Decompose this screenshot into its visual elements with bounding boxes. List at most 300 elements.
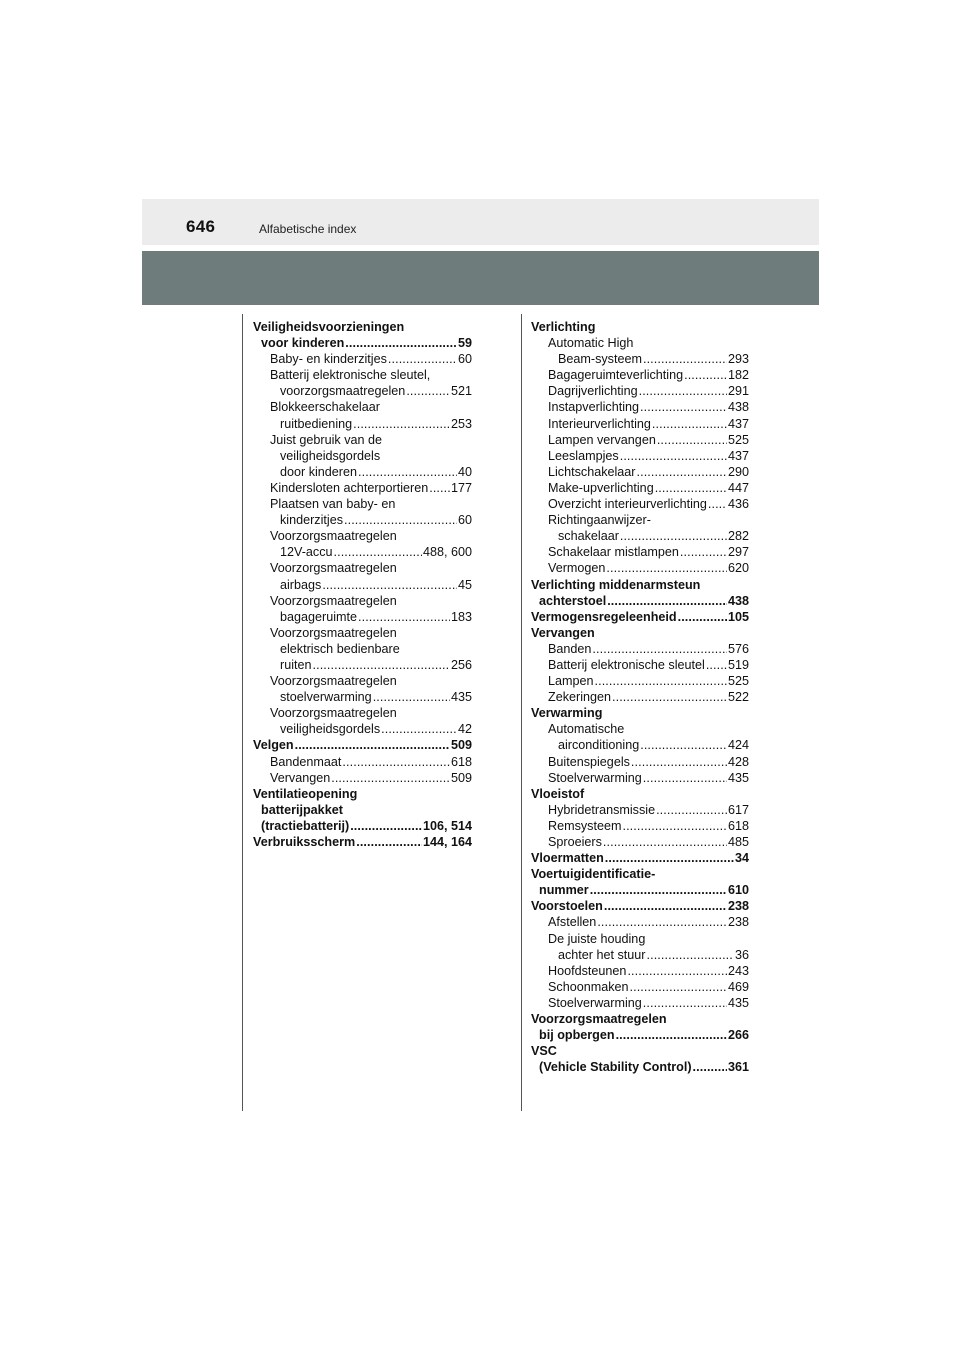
dot-leader — [388, 351, 457, 367]
index-subentry — [531, 979, 749, 995]
index-subentry — [253, 351, 472, 367]
index-entry — [253, 737, 472, 753]
index-term: veiligheidsgordels — [280, 722, 381, 737]
dot-leader — [356, 834, 422, 850]
index-term: Baby- en kinderzitjes — [270, 352, 387, 367]
index-term: Banden — [548, 641, 592, 656]
index-subentry — [531, 480, 749, 496]
index-subentry — [253, 593, 472, 625]
index-subentry — [531, 802, 749, 818]
index-entry-line — [548, 657, 749, 673]
index-subentry — [531, 399, 749, 415]
dot-leader — [647, 947, 734, 963]
page-reference: 293 — [727, 352, 749, 367]
index-entry-line — [270, 351, 472, 367]
index-entry — [531, 866, 749, 898]
index-term: Bagageruimteverlichting — [548, 368, 684, 383]
dot-leader — [708, 496, 727, 512]
index-entry-line — [548, 963, 749, 979]
index-term: veiligheidsgordels — [280, 448, 381, 463]
index-subentry — [253, 625, 472, 673]
index-term: Voorzorgsmaatregelen — [270, 561, 397, 576]
index-entry — [253, 786, 472, 834]
index-term: (Vehicle Stability Control) — [539, 1060, 692, 1075]
page-reference: 424 — [727, 738, 749, 753]
index-entry-line — [548, 818, 749, 834]
index-subentry — [531, 673, 749, 689]
index-term: Voorstoelen — [531, 899, 603, 914]
index-term: bij opbergen — [539, 1028, 615, 1043]
index-term: door kinderen — [280, 464, 358, 479]
index-entry-line — [270, 609, 472, 625]
dot-leader — [639, 383, 727, 399]
section-title: Alfabetische index — [259, 222, 357, 236]
index-entry-line — [548, 995, 749, 1011]
index-entry-line — [531, 882, 749, 898]
index-entry-line — [548, 448, 749, 464]
dot-leader — [607, 593, 727, 609]
index-entry-line — [548, 770, 749, 786]
dot-leader — [678, 609, 727, 625]
index-entry-line — [270, 464, 472, 480]
page-reference: 144, 164 — [422, 835, 472, 849]
index-term: (tractiebatterij) — [261, 818, 350, 833]
index-subentry — [531, 914, 749, 930]
index-entry-line — [270, 416, 472, 432]
page-reference: 106, 514 — [422, 818, 472, 833]
index-subentry — [253, 754, 472, 770]
dot-leader — [643, 351, 727, 367]
index-entry-line — [270, 754, 472, 770]
page-reference: 59 — [457, 336, 472, 351]
index-entry-line — [253, 818, 472, 834]
index-entry — [531, 1043, 749, 1075]
index-term: schakelaar — [558, 529, 619, 544]
index-term: Verbruiksscherm — [253, 835, 356, 849]
index-entry — [531, 625, 749, 641]
page-reference: 291 — [727, 384, 749, 399]
page-reference: 60 — [457, 352, 472, 367]
dot-leader — [630, 979, 727, 995]
index-term: Voorzorgsmaatregelen — [270, 593, 397, 608]
index-term: Vermogensregeleenheid — [531, 609, 677, 624]
index-entry-line — [548, 689, 749, 705]
index-term: Lichtschakelaar — [548, 464, 636, 479]
index-term: Verlichting — [531, 320, 596, 334]
index-subentry — [531, 689, 749, 705]
index-term: Juist gebruik van de — [270, 432, 383, 447]
index-entry-line — [548, 673, 749, 689]
index-term: Stoelverwarming — [548, 995, 642, 1010]
page-reference: 488, 600 — [422, 545, 472, 560]
page-reference: 45 — [457, 577, 472, 592]
index-entry-line — [531, 1027, 749, 1043]
page-reference: 34 — [734, 851, 749, 866]
index-entry-line — [548, 834, 749, 850]
dot-leader — [331, 770, 450, 786]
index-subentry — [531, 464, 749, 480]
page-reference: 610 — [727, 883, 749, 898]
index-term: Verwarming — [531, 706, 603, 721]
page-reference: 42 — [457, 722, 472, 737]
index-term: Overzicht interieurverlichting — [548, 497, 707, 512]
dot-leader — [345, 335, 457, 351]
dot-leader — [620, 528, 727, 544]
index-subentry — [531, 560, 749, 576]
page-reference: 60 — [457, 513, 472, 528]
page-reference: 435 — [450, 690, 472, 705]
page-reference: 435 — [727, 770, 749, 785]
index-entry — [531, 319, 749, 335]
index-entry — [531, 577, 749, 609]
page-reference: 485 — [727, 835, 749, 849]
index-entry-line — [548, 496, 749, 512]
index-entry-line — [548, 464, 749, 480]
index-term: Bandenmaat — [270, 754, 342, 769]
index-term: Afstellen — [548, 915, 597, 930]
page-reference: 238 — [727, 915, 749, 930]
index-term: nummer — [539, 883, 589, 898]
dot-leader — [680, 544, 727, 560]
page-reference: 447 — [727, 480, 749, 495]
index-entry-line — [531, 1059, 749, 1075]
index-term: Batterij elektronische sleutel — [548, 657, 705, 672]
page-reference: 620 — [727, 561, 749, 576]
index-term: Leeslampjes — [548, 448, 619, 463]
index-term: batterijpakket — [261, 802, 343, 817]
index-term: ruiten — [280, 657, 312, 672]
index-term: Vloeistof — [531, 786, 585, 801]
index-term: airconditioning — [558, 738, 640, 753]
index-entry-line — [548, 544, 749, 560]
index-term: Ventilatieopening — [253, 786, 358, 801]
index-subentry — [531, 496, 749, 512]
page-number: 646 — [186, 217, 216, 236]
index-term: Batterij elektronische sleutel, — [270, 368, 431, 383]
index-term: voor kinderen — [261, 336, 345, 351]
index-term: Plaatsen van baby- en — [270, 497, 396, 512]
index-subentry — [531, 834, 749, 850]
page-reference: 437 — [727, 416, 749, 431]
dot-leader — [643, 995, 727, 1011]
index-entry — [531, 850, 749, 866]
index-term: voorzorgsmaatregelen — [280, 384, 406, 399]
index-subentry — [531, 383, 749, 399]
index-subentry — [531, 544, 749, 560]
index-term: Automatic High — [548, 336, 634, 351]
page-reference: 522 — [727, 690, 749, 705]
index-subentry — [531, 818, 749, 834]
index-subentry — [253, 399, 472, 431]
index-term: stoelverwarming — [280, 690, 372, 705]
index-term: De juiste houding — [548, 931, 646, 946]
page-reference: 525 — [727, 674, 749, 689]
index-entry-line — [548, 351, 749, 367]
index-entry-line — [548, 432, 749, 448]
dot-leader — [616, 1027, 727, 1043]
dot-leader — [406, 383, 450, 399]
dot-leader — [353, 416, 450, 432]
dot-leader — [684, 367, 727, 383]
index-term: Hybridetransmissie — [548, 802, 656, 817]
index-term: Richtingaanwijzer- — [548, 513, 651, 528]
dot-leader — [612, 689, 727, 705]
index-entry-line — [270, 689, 472, 705]
page-reference: 618 — [727, 818, 749, 833]
index-subentry — [531, 432, 749, 448]
index-term: Hoofdsteunen — [548, 963, 627, 978]
index-term: Automatische — [548, 722, 625, 737]
index-term: Vermogen — [548, 561, 606, 576]
dot-leader — [342, 754, 450, 770]
index-term: Vloermatten — [531, 851, 604, 866]
page-reference: 435 — [727, 995, 749, 1010]
index-entry-line — [548, 399, 749, 415]
index-subentry — [531, 721, 749, 753]
right-column-rule — [521, 314, 522, 1111]
index-entry-line — [253, 834, 472, 850]
index-entry-line — [270, 480, 472, 496]
page-reference: 297 — [727, 545, 749, 560]
dot-leader — [652, 416, 727, 432]
index-term: Beam-systeem — [558, 352, 642, 367]
dot-leader — [344, 512, 457, 528]
page-reference: 617 — [727, 802, 749, 817]
index-term: airbags — [280, 577, 322, 592]
index-term: Voorzorgsmaatregelen — [270, 625, 397, 640]
page-reference: 182 — [727, 368, 749, 383]
page-reference: 428 — [727, 754, 749, 769]
dot-leader — [429, 480, 450, 496]
index-term: Vervangen — [531, 625, 595, 640]
index-subentry — [253, 770, 472, 786]
dot-leader — [622, 818, 727, 834]
index-entry-line — [531, 898, 749, 914]
index-term: Voorzorgsmaatregelen — [531, 1012, 667, 1027]
page-reference: 36 — [734, 947, 749, 962]
index-entry-line — [548, 737, 749, 753]
index-entry-line — [253, 335, 472, 351]
dot-leader — [603, 834, 727, 850]
index-term: Interieurverlichting — [548, 416, 651, 431]
header-decorative-bar — [142, 251, 819, 305]
dot-leader — [643, 770, 727, 786]
index-subentry — [531, 754, 749, 770]
page-reference: 282 — [727, 529, 749, 544]
index-entry-line — [270, 657, 472, 673]
index-entry — [531, 609, 749, 625]
index-subentry — [253, 367, 472, 399]
index-entry-line — [531, 593, 749, 609]
index-subentry — [531, 512, 749, 544]
index-subentry — [253, 496, 472, 528]
index-entry-line — [548, 480, 749, 496]
index-term: Vervangen — [270, 770, 331, 785]
page-reference: 521 — [450, 384, 472, 399]
dot-leader — [590, 882, 727, 898]
index-term: Make-upverlichting — [548, 480, 654, 495]
dot-leader — [322, 577, 457, 593]
index-term: Kindersloten achterportieren — [270, 480, 429, 495]
index-subentry — [531, 641, 749, 657]
index-term: kinderzitjes — [280, 513, 343, 528]
page-reference: 256 — [450, 657, 472, 672]
index-subentry — [531, 657, 749, 673]
dot-leader — [656, 802, 727, 818]
index-entry-line — [548, 914, 749, 930]
index-entry — [253, 319, 472, 351]
index-entry-line — [548, 528, 749, 544]
dot-leader — [627, 963, 727, 979]
dot-leader — [640, 737, 727, 753]
page-reference: 525 — [727, 432, 749, 447]
index-term: Voorzorgsmaatregelen — [270, 706, 397, 721]
dot-leader — [597, 914, 727, 930]
index-term: Dagrijverlichting — [548, 384, 638, 399]
index-entry — [531, 1011, 749, 1043]
page-reference: 576 — [727, 641, 749, 656]
dot-leader — [334, 544, 422, 560]
index-term: ruitbediening — [280, 416, 353, 431]
index-entry-line — [531, 850, 749, 866]
index-term: Voertuigidentificatie- — [531, 867, 656, 882]
index-term: Lampen vervangen — [548, 432, 656, 447]
index-term: VSC — [531, 1044, 557, 1059]
index-entry-line — [548, 383, 749, 399]
index-entry-line — [531, 609, 749, 625]
index-term: Schakelaar mistlampen — [548, 545, 679, 560]
dot-leader — [637, 464, 727, 480]
page-reference: 618 — [450, 754, 472, 769]
index-entry-line — [270, 721, 472, 737]
page-reference: 183 — [450, 609, 472, 624]
dot-leader — [655, 480, 727, 496]
index-term: Remsysteem — [548, 818, 622, 833]
page-reference: 509 — [450, 738, 472, 753]
page-header — [142, 199, 819, 245]
dot-leader — [706, 657, 727, 673]
page-reference: 519 — [727, 657, 749, 672]
page-reference: 361 — [727, 1060, 749, 1075]
dot-leader — [606, 560, 727, 576]
dot-leader — [605, 850, 734, 866]
index-subentry — [531, 963, 749, 979]
index-entry-line — [548, 560, 749, 576]
index-entry-line — [548, 641, 749, 657]
dot-leader — [373, 689, 450, 705]
dot-leader — [631, 754, 727, 770]
index-term: Buitenspiegels — [548, 754, 630, 769]
dot-leader — [358, 609, 450, 625]
index-term: Stoelverwarming — [548, 770, 642, 785]
index-subentry — [531, 448, 749, 464]
index-entry-line — [548, 416, 749, 432]
page-reference: 40 — [457, 464, 472, 479]
index-entry-line — [548, 802, 749, 818]
dot-leader — [620, 448, 727, 464]
left-column-rule — [242, 314, 243, 1111]
index-subentry — [531, 367, 749, 383]
index-subentry — [531, 770, 749, 786]
dot-leader — [595, 673, 727, 689]
dot-leader — [295, 737, 450, 753]
index-entry-line — [548, 947, 749, 963]
page-reference: 436 — [727, 497, 749, 512]
dot-leader — [350, 818, 422, 834]
index-entry — [531, 786, 749, 802]
index-subentry — [531, 335, 749, 367]
index-term: Sproeiers — [548, 835, 602, 849]
dot-leader — [313, 657, 450, 673]
page-reference: 509 — [450, 770, 472, 785]
dot-leader — [381, 721, 457, 737]
index-term: achterstoel — [539, 593, 607, 608]
index-term: Lampen — [548, 674, 594, 689]
index-column-right — [531, 319, 749, 1075]
page-reference: 438 — [727, 400, 749, 415]
index-entry-line — [270, 383, 472, 399]
index-subentry — [531, 995, 749, 1011]
page-reference: 437 — [727, 448, 749, 463]
index-term: Voorzorgsmaatregelen — [270, 529, 397, 544]
index-term: Veiligheidsvoorzieningen — [253, 320, 405, 334]
index-term: achter het stuur — [558, 947, 646, 962]
page-reference: 238 — [727, 899, 749, 914]
index-entry — [253, 834, 472, 850]
index-term: Blokkeerschakelaar — [270, 400, 380, 415]
dot-leader — [657, 432, 727, 448]
index-entry — [531, 705, 749, 721]
page-reference: 243 — [727, 963, 749, 978]
index-entry-line — [548, 979, 749, 995]
index-subentry — [531, 931, 749, 963]
index-term: Schoonmaken — [548, 979, 629, 994]
page-reference: 105 — [727, 609, 749, 624]
dot-leader — [604, 898, 727, 914]
dot-leader — [358, 464, 457, 480]
index-subentry — [531, 416, 749, 432]
index-subentry — [253, 673, 472, 705]
dot-leader — [592, 641, 727, 657]
index-subentry — [253, 528, 472, 560]
index-entry — [531, 898, 749, 914]
index-entry-line — [270, 544, 472, 560]
index-term: elektrisch bedienbare — [280, 641, 400, 656]
index-entry-line — [253, 737, 472, 753]
index-term: Voorzorgsmaatregelen — [270, 674, 397, 689]
page-reference: 469 — [727, 979, 749, 994]
index-term: Instapverlichting — [548, 400, 640, 415]
index-term: Verlichting middenarmsteun — [531, 577, 701, 592]
index-subentry — [253, 705, 472, 737]
index-subentry — [253, 480, 472, 496]
index-subentry — [253, 432, 472, 480]
page-reference: 290 — [727, 464, 749, 479]
page-reference: 266 — [727, 1028, 749, 1043]
dot-leader — [693, 1059, 727, 1075]
index-entry-line — [548, 754, 749, 770]
index-entry-line — [270, 512, 472, 528]
index-entry-line — [270, 770, 472, 786]
index-entry-line — [548, 367, 749, 383]
index-column-left — [253, 319, 472, 850]
page-reference: 253 — [450, 416, 472, 431]
dot-leader — [640, 399, 727, 415]
index-term: 12V-accu — [280, 545, 333, 560]
index-subentry — [253, 560, 472, 592]
page-reference: 177 — [450, 480, 472, 495]
index-term: Zekeringen — [548, 690, 612, 705]
